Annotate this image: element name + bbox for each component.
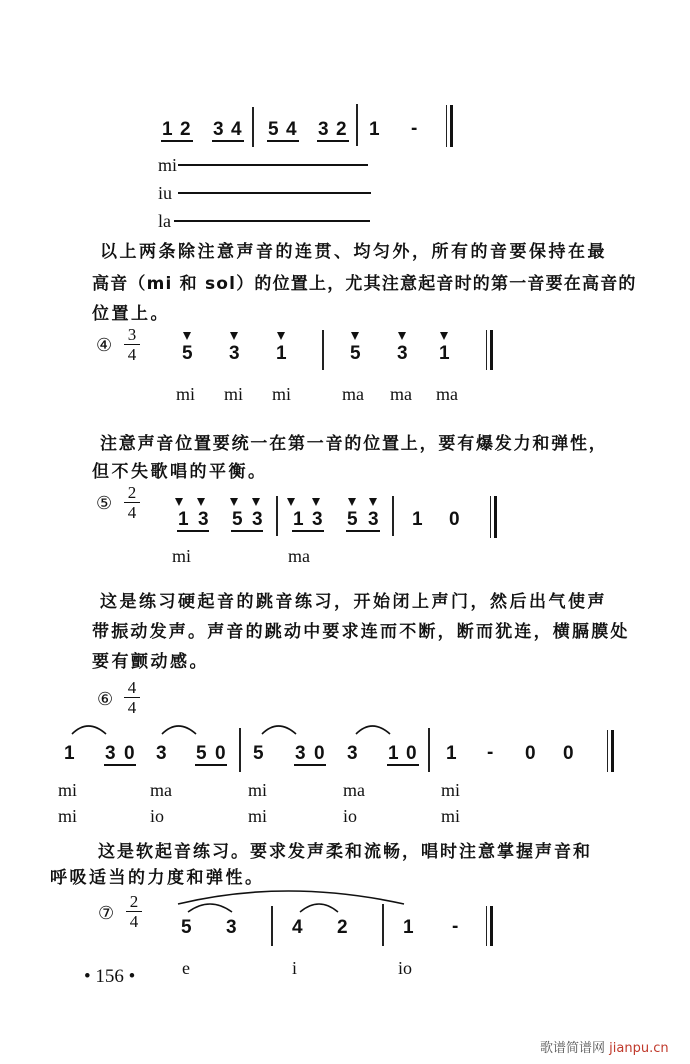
note: 1 bbox=[276, 343, 287, 364]
sustain-line bbox=[174, 220, 370, 222]
note: 2 bbox=[336, 119, 347, 140]
paragraph-4-line2: 呼吸适当的力度和弹性。 bbox=[50, 868, 265, 888]
syllable: ma bbox=[288, 546, 310, 566]
accent-mark bbox=[369, 498, 377, 506]
syllable: e bbox=[182, 958, 190, 978]
underline bbox=[104, 764, 136, 766]
paragraph-3-line2: 带振动发声。声音的跳动中要求连而不断，断而犹连，横膈膜处 bbox=[92, 622, 630, 642]
underline bbox=[231, 530, 263, 532]
accent-mark bbox=[312, 498, 320, 506]
accent-mark bbox=[348, 498, 356, 506]
note: 0 bbox=[563, 743, 574, 764]
paragraph-2-line1: 注意声音位置要统一在第一音的位置上，要有爆发力和弹性， bbox=[100, 434, 608, 454]
barline bbox=[356, 104, 358, 146]
underline bbox=[195, 764, 227, 766]
slur bbox=[260, 722, 300, 736]
note: 3 bbox=[397, 343, 408, 364]
note: 5 bbox=[182, 343, 193, 364]
underline bbox=[317, 140, 349, 142]
syllable: mi bbox=[272, 384, 292, 404]
barline bbox=[271, 906, 273, 946]
final-barline-thick bbox=[490, 330, 493, 370]
barline bbox=[252, 107, 254, 147]
syllable: mi bbox=[58, 780, 78, 800]
accent-mark bbox=[440, 332, 448, 340]
exercise-number: ⑥ bbox=[97, 689, 114, 710]
note: 1 bbox=[162, 119, 173, 140]
note: 3 bbox=[368, 509, 379, 530]
final-barline-thin bbox=[446, 105, 447, 147]
final-barline-thick bbox=[450, 105, 453, 147]
syllable: mi bbox=[441, 780, 461, 800]
note: 0 bbox=[124, 743, 135, 764]
note: 1 bbox=[446, 743, 457, 764]
note: 1 bbox=[403, 917, 414, 938]
exercise-number: ⑦ bbox=[98, 903, 115, 924]
note: 0 bbox=[525, 743, 536, 764]
barline bbox=[322, 330, 324, 370]
page-number: • 156 • bbox=[84, 966, 136, 987]
note: 2 bbox=[180, 119, 191, 140]
note: 3 bbox=[252, 509, 263, 530]
syllable: ma bbox=[342, 384, 364, 404]
underline bbox=[177, 530, 209, 532]
note: 1 bbox=[412, 509, 423, 530]
syllable: mi bbox=[158, 155, 178, 175]
accent-mark bbox=[197, 498, 205, 506]
note: 4 bbox=[231, 119, 242, 140]
time-top: 2 bbox=[129, 892, 139, 911]
syllable: ma bbox=[150, 780, 172, 800]
barline bbox=[428, 728, 430, 772]
time-top: 3 bbox=[127, 325, 137, 344]
note-dash: - bbox=[487, 742, 494, 763]
note: 5 bbox=[196, 743, 207, 764]
note: 1 bbox=[388, 743, 399, 764]
note: 0 bbox=[406, 743, 417, 764]
underline bbox=[294, 764, 326, 766]
note: 3 bbox=[312, 509, 323, 530]
note: 3 bbox=[226, 917, 237, 938]
note: 3 bbox=[229, 343, 240, 364]
time-signature bbox=[124, 326, 140, 363]
time-bottom: 4 bbox=[129, 912, 139, 931]
time-top: 4 bbox=[127, 678, 137, 697]
note: 4 bbox=[292, 917, 303, 938]
underline bbox=[292, 530, 324, 532]
note: 3 bbox=[318, 119, 329, 140]
syllable: ma bbox=[390, 384, 412, 404]
barline bbox=[382, 904, 384, 946]
underline bbox=[161, 140, 193, 142]
syllable: ma bbox=[343, 780, 365, 800]
note: 5 bbox=[347, 509, 358, 530]
syllable: mi bbox=[224, 384, 244, 404]
paragraph-1 bbox=[100, 236, 640, 268]
slur bbox=[354, 722, 394, 736]
barline bbox=[239, 728, 241, 772]
time-signature bbox=[124, 484, 140, 521]
note: 0 bbox=[314, 743, 325, 764]
syllable: io bbox=[398, 958, 413, 978]
note: 0 bbox=[449, 509, 460, 530]
accent-mark bbox=[230, 498, 238, 506]
note: 3 bbox=[105, 743, 116, 764]
slur bbox=[298, 900, 342, 914]
underline bbox=[387, 764, 419, 766]
final-barline-thin bbox=[490, 496, 491, 538]
note: 0 bbox=[215, 743, 226, 764]
note: 3 bbox=[295, 743, 306, 764]
paragraph-3-line3: 要有颤动感。 bbox=[92, 652, 209, 672]
accent-mark bbox=[252, 498, 260, 506]
barline bbox=[392, 496, 394, 536]
note: 1 bbox=[293, 509, 304, 530]
exercise-number: ⑤ bbox=[96, 493, 113, 514]
accent-mark bbox=[183, 332, 191, 340]
final-barline-thick bbox=[490, 906, 493, 946]
watermark bbox=[540, 1037, 669, 1056]
syllable: la bbox=[158, 211, 171, 231]
paragraph-1-line3: 位置上。 bbox=[92, 304, 170, 324]
note: 1 bbox=[64, 743, 75, 764]
time-signature bbox=[126, 893, 142, 930]
watermark-cn: 歌谱简谱网 bbox=[540, 1041, 606, 1056]
underline bbox=[212, 140, 244, 142]
syllable: io bbox=[150, 806, 165, 826]
syllable: ma bbox=[436, 384, 458, 404]
final-barline-thick bbox=[611, 730, 614, 772]
note: 3 bbox=[156, 743, 167, 764]
syllable: io bbox=[343, 806, 358, 826]
note: 5 bbox=[268, 119, 279, 140]
syllable: i bbox=[292, 958, 298, 978]
time-bottom: 4 bbox=[127, 503, 137, 522]
time-top: 2 bbox=[127, 483, 137, 502]
syllable: mi bbox=[58, 806, 78, 826]
accent-mark bbox=[398, 332, 406, 340]
slur bbox=[186, 900, 236, 914]
syllable: mi bbox=[176, 384, 196, 404]
watermark-en: jianpu.cn bbox=[609, 1041, 669, 1056]
accent-mark bbox=[351, 332, 359, 340]
underline bbox=[267, 140, 299, 142]
sustain-line bbox=[178, 192, 371, 194]
final-barline-thin bbox=[486, 906, 487, 946]
note: 5 bbox=[181, 917, 192, 938]
syllable: mi bbox=[248, 780, 268, 800]
note: 1 bbox=[178, 509, 189, 530]
time-bottom: 4 bbox=[127, 345, 137, 364]
accent-mark bbox=[287, 498, 295, 506]
note-dash: - bbox=[452, 916, 459, 937]
final-barline-thin bbox=[607, 730, 608, 772]
paragraph-3-line1: 这是练习硬起音的跳音练习，开始闭上声门，然后出气使声 bbox=[100, 592, 607, 612]
note: 3 bbox=[198, 509, 209, 530]
sustain-line bbox=[178, 164, 368, 166]
syllable: mi bbox=[172, 546, 192, 566]
final-barline-thick bbox=[494, 496, 497, 538]
accent-mark bbox=[277, 332, 285, 340]
final-barline-thin bbox=[486, 330, 487, 370]
note: 3 bbox=[213, 119, 224, 140]
text-line: 以上两条除注意声音的连贯、均匀外，所有的音要保持在最 bbox=[100, 242, 607, 262]
slur bbox=[160, 722, 200, 736]
note: 1 bbox=[439, 343, 450, 364]
accent-mark bbox=[230, 332, 238, 340]
note: 5 bbox=[232, 509, 243, 530]
time-bottom: 4 bbox=[127, 698, 137, 717]
accent-mark bbox=[175, 498, 183, 506]
note: 5 bbox=[350, 343, 361, 364]
syllable: mi bbox=[441, 806, 461, 826]
paragraph-1-line2: 高音（mi 和 sol）的位置上，尤其注意起音时的第一音要在高音的 bbox=[92, 274, 637, 294]
slur bbox=[70, 722, 110, 736]
time-signature bbox=[124, 679, 140, 716]
note: 5 bbox=[253, 743, 264, 764]
underline bbox=[346, 530, 380, 532]
syllable: iu bbox=[158, 183, 173, 203]
note: 3 bbox=[347, 743, 358, 764]
paragraph-4-line1: 这是软起音练习。要求发声柔和流畅，唱时注意掌握声音和 bbox=[98, 842, 592, 862]
note-dash: - bbox=[411, 118, 418, 139]
note: 1 bbox=[369, 119, 380, 140]
note: 4 bbox=[286, 119, 297, 140]
syllable: mi bbox=[248, 806, 268, 826]
paragraph-2-line2: 但不失歌唱的平衡。 bbox=[92, 462, 268, 482]
note: 2 bbox=[337, 917, 348, 938]
exercise-number: ④ bbox=[96, 335, 113, 356]
barline bbox=[276, 496, 278, 536]
